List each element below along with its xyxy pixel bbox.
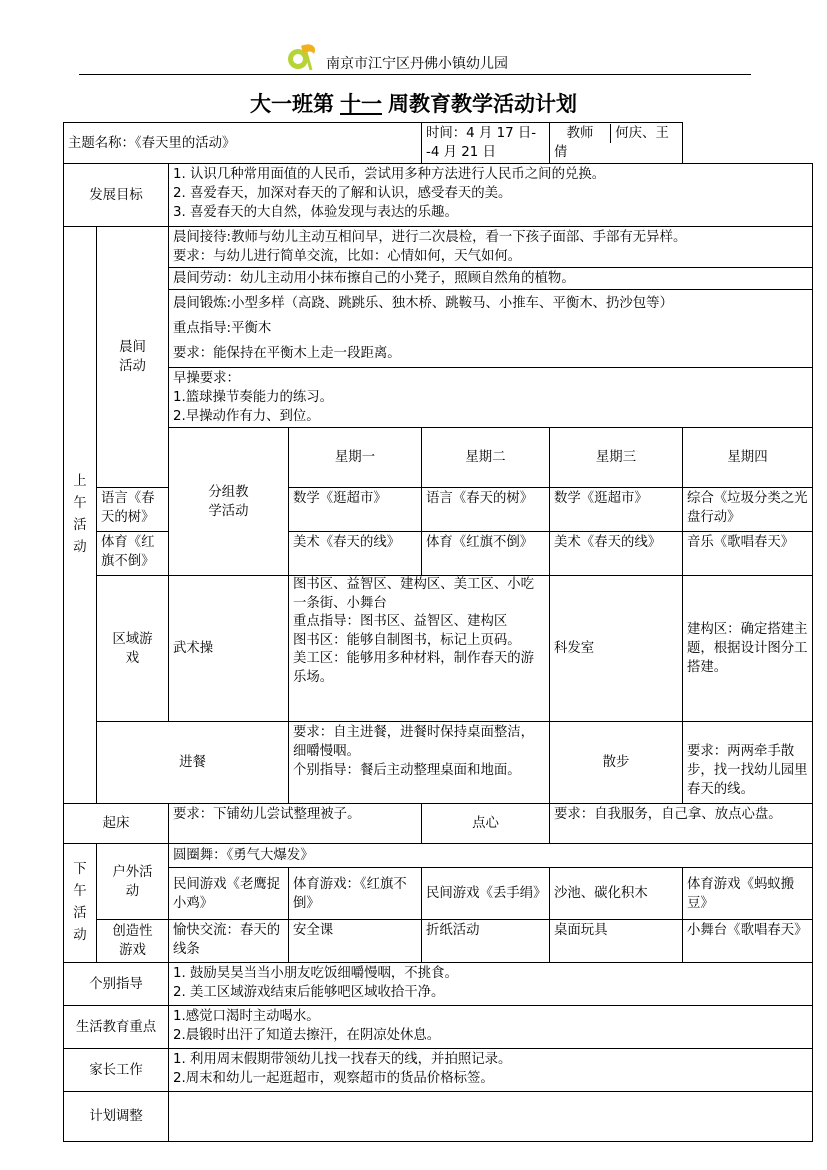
kindergarten-logo-icon <box>284 42 324 72</box>
creative-cell: 安全课 <box>289 920 422 963</box>
life-item: 2.晨锻时出汗了知道去擦汗，在阴凉处休息。 <box>173 1028 441 1043</box>
theme-time: 时间：4 月 17 日--4 月 21 日 <box>422 123 550 164</box>
school-name: 南京市江宁区丹佛小镇幼儿园 <box>326 56 508 72</box>
area-tuewed <box>289 576 550 722</box>
parent-item: 2.周末和幼儿一起逛超市，观察超市的货品价格标签。 <box>173 1071 494 1086</box>
parent-item: 1. 利用周末假期带领幼儿找一找春天的线，并拍照记录。 <box>173 1052 512 1067</box>
outdoor-cell: 体育游戏：《红旗不倒》 <box>289 868 422 920</box>
drill-title: 早操要求： <box>173 371 240 386</box>
title-suffix: 周教育教学活动计划 <box>388 91 577 116</box>
exercise-requirement: 要求：能保持在平衡木上走一段距离。 <box>173 346 401 361</box>
teacher-label: 教师 何庆、王倩 <box>550 123 683 164</box>
snack-content: 要求：自我服务，自己拿、放点心盘。 <box>550 804 813 844</box>
plan-table <box>63 122 813 1142</box>
group-cell: 数学《逛超市》 <box>550 488 683 532</box>
area-game-label: 区域游戏 <box>97 576 169 722</box>
creative-cell: 桌面玩具 <box>550 920 683 963</box>
group-cell: 美术《春天的线》 <box>289 532 422 576</box>
weekday-thu: 星期四 <box>683 428 813 488</box>
reception-text: 晨间接待:教师与幼儿主动互相问早，进行二次晨检，看一下孩子面部、手部有无异样。 <box>173 230 687 245</box>
plan-adjust-content <box>169 1092 813 1142</box>
goal-item: 1. 认识几种常用面值的人民币，尝试用多种方法进行人民币之间的兑换。 <box>173 167 606 182</box>
header-divider <box>79 74 751 75</box>
meal-label: 进餐 <box>97 722 289 804</box>
goals-content <box>169 164 813 227</box>
snack-label: 点心 <box>422 804 550 844</box>
outdoor-cell: 民间游戏《老鹰捉小鸡》 <box>169 868 289 920</box>
group-cell: 美术《春天的线》 <box>550 532 683 576</box>
individual-content <box>169 963 813 1006</box>
exercise-focus: 重点指导:平衡木 <box>173 321 272 336</box>
life-education-label: 生活教育重点 <box>64 1006 169 1049</box>
wake-label: 起床 <box>64 804 169 844</box>
outdoor-label: 户外活动 <box>97 844 169 920</box>
afternoon-section-label: 下午活动 <box>64 844 97 963</box>
walk-content: 要求：两两牵手散步，找一找幼儿园里春天的线。 <box>683 722 813 804</box>
area-fri: 建构区：确定搭建主题，根据设计图分工搭建。 <box>683 576 813 722</box>
area-thu: 科发室 <box>550 576 683 722</box>
area-book: 图书区：能够自制图书，标记上页码。 <box>293 632 521 648</box>
group-cell: 体育《红旗不倒》 <box>97 532 169 576</box>
life-item: 1.感觉口渴时主动喝水。 <box>173 1009 320 1024</box>
creative-cell: 折纸活动 <box>422 920 550 963</box>
creative-cell: 小舞台《歌唱春天》 <box>683 920 813 963</box>
morning-drill <box>169 368 813 428</box>
outdoor-cell: 沙池、碳化积木 <box>550 868 683 920</box>
drill-item: 2.早操动作有力、到位。 <box>173 409 320 424</box>
outdoor-top: 圆圈舞：《勇气大爆发》 <box>169 844 813 868</box>
group-cell: 体育《红旗不倒》 <box>422 532 550 576</box>
individual-item: 2. 美工区域游戏结束后能够吧区域收拾干净。 <box>173 985 445 1000</box>
group-teaching-label: 分组教学活动 <box>169 428 289 576</box>
morning-reception <box>169 227 813 268</box>
theme-name: 主题名称：《春天里的活动》 <box>64 123 422 164</box>
title-prefix: 大一班第 <box>250 91 334 116</box>
morning-labor: 晨间劳动：幼儿主动用小抹布擦自己的小凳子，照顾自然角的植物。 <box>169 268 813 290</box>
teacher-names: 何庆、王倩 <box>554 126 669 160</box>
weekday-mon: 星期一 <box>289 428 422 488</box>
goal-item: 2. 喜爱春天，加深对春天的了解和认识，感受春天的美。 <box>173 186 512 201</box>
creative-cell: 愉快交流：春天的线条 <box>169 920 289 963</box>
area-focus: 重点指导：图书区、益智区、建构区 <box>293 614 508 629</box>
group-cell: 语言《春天的树》 <box>422 488 550 532</box>
meal-content <box>289 722 550 804</box>
exercise-text: 晨间锻炼:小型多样（高跷、跳跳乐、独木桥、跳鞍马、小推车、平衡木、扔沙包等） <box>173 296 673 311</box>
individual-item: 1. 鼓励昊昊当当小朋友吃饭细嚼慢咽，不挑食。 <box>173 966 458 981</box>
group-cell: 音乐《歌唱春天》 <box>683 532 813 576</box>
meal-guidance: 个别指导：餐后主动整理桌面和地面。 <box>293 763 521 778</box>
walk-label: 散步 <box>550 722 683 804</box>
page-header <box>0 42 827 78</box>
group-cell: 数学《逛超市》 <box>289 488 422 532</box>
wake-content: 要求：下铺幼儿尝试整理被子。 <box>169 804 422 844</box>
outdoor-cell: 民间游戏《丢手绢》 <box>422 868 550 920</box>
individual-label: 个别指导 <box>64 963 169 1006</box>
life-education-content <box>169 1006 813 1049</box>
reception-requirement: 要求：与幼儿进行简单交流，比如：心情如何，天气如何。 <box>173 249 522 264</box>
week-number: 十一 <box>340 91 382 116</box>
parent-work-content <box>169 1049 813 1092</box>
area-mon: 武术操 <box>169 576 289 722</box>
group-cell: 语言《春天的树》 <box>97 488 169 532</box>
plan-adjust-label: 计划调整 <box>64 1092 169 1142</box>
parent-work-label: 家长工作 <box>64 1049 169 1092</box>
area-art: 美工区：能够用多种材料，制作春天的游乐场。 <box>293 651 535 685</box>
weekday-wed: 星期三 <box>550 428 683 488</box>
drill-item: 1.篮球操节奏能力的练习。 <box>173 390 334 405</box>
area-zones: 图书区、益智区、建构区、美工区、小吃一条街、小舞台 <box>293 577 535 611</box>
morning-section-label: 上午活动 <box>64 227 97 804</box>
morning-exercise <box>169 290 813 368</box>
weekday-tue: 星期二 <box>422 428 550 488</box>
page-title <box>0 88 827 118</box>
group-cell: 综合《垃圾分类之光盘行动》 <box>683 488 813 532</box>
early-activity-label: 晨间活动 <box>97 227 169 488</box>
goals-label: 发展目标 <box>64 164 169 227</box>
meal-requirement: 要求：自主进餐，进餐时保持桌面整洁，细嚼慢咽。 <box>293 725 535 759</box>
creative-game-label: 创造性游戏 <box>97 920 169 963</box>
goal-item: 3. 喜爱春天的大自然，体验发现与表达的乐趣。 <box>173 205 458 220</box>
outdoor-cell: 体育游戏《蚂蚁搬豆》 <box>683 868 813 920</box>
